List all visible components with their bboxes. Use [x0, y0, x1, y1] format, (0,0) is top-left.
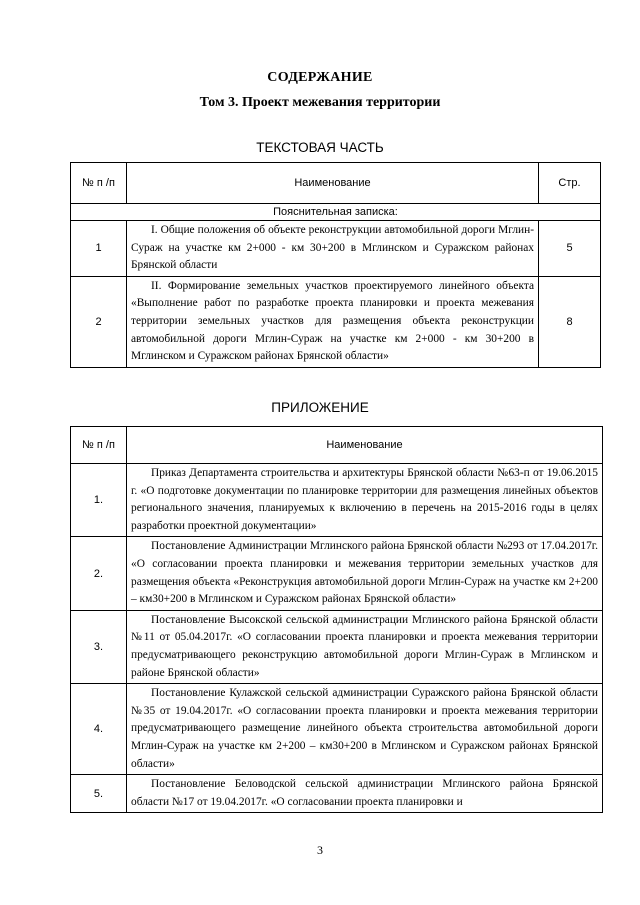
row-name: Постановление Администрации Мглинского района Брянской области №293 от 17.04.2017г. «О согласовании проекта планировки и межевания территории земельных участков для размещения объекта «Реконструкция автомобильной дороги Мглин-Сураж на участке км 2+200 – км30+200 в Мглинском и Суражском районах Брянской области» — [127, 537, 603, 610]
table-header-row — [71, 427, 603, 464]
col-page-header: Стр. — [539, 163, 601, 204]
appendix-table — [70, 426, 603, 813]
row-number: 2 — [71, 276, 127, 367]
document-title: СОДЕРЖАНИЕ — [267, 70, 373, 85]
row-number: 5. — [71, 775, 127, 813]
text-section-heading: ТЕКСТОВАЯ ЧАСТЬ — [256, 140, 384, 155]
appendix-section-heading: ПРИЛОЖЕНИЕ — [271, 400, 369, 415]
row-name: Постановление Высокской сельской администрации Мглинского района Брянской области №11 от 05.04.2017г. «О согласовании проекта планировки и проекта межевания территории предусматривающего реконструкцию автомобильной дороги Мглин-Сураж в Мглинском и районе Брянской области» — [127, 610, 603, 683]
table-row — [71, 221, 601, 277]
col-name-header: Наименование — [127, 163, 539, 204]
row-name: Постановление Кулажской сельской администрации Суражского района Брянской области №35 от 19.04.2017г. «О согласовании проекта планировки и проекта межевания территории предусматривающего размещение линейного объекта строительства автомобильной дороги Мглин-Сураж на участке км 2+200 – км30+200 в Мглинском и Суражском районах Брянской области» — [127, 684, 603, 775]
row-number: 3. — [71, 610, 127, 683]
text-section-table — [70, 162, 601, 368]
row-name: Приказ Департамента строительства и архитектуры Брянской области №63-п от 19.06.2015 г. «О подготовке документации по планировке территории для размещения линейных объектов регионального значения, планируемых к включению в перечень на 2015-2016 годы в целях разработки проектной документации» — [127, 464, 603, 537]
col-num-header: № п /п — [71, 163, 127, 204]
row-page: 8 — [539, 276, 601, 367]
table-row — [71, 684, 603, 775]
row-name: I. Общие положения об объекте реконструкции автомобильной дороги Мглин-Сураж на участке км 2+000 - км 30+200 в Мглинском и Суражском районах Брянской области — [127, 221, 539, 277]
row-number: 1. — [71, 464, 127, 537]
row-number: 1 — [71, 221, 127, 277]
col-num-header: № п /п — [71, 427, 127, 464]
volume-subtitle: Том 3. Проект межевания территории — [199, 95, 441, 110]
page-number: 3 — [317, 843, 323, 857]
table-row — [71, 537, 603, 610]
col-name-header: Наименование — [127, 427, 603, 464]
table-header-row — [71, 163, 601, 204]
row-number: 2. — [71, 537, 127, 610]
table-row — [71, 610, 603, 683]
row-page: 5 — [539, 221, 601, 277]
row-number: 4. — [71, 684, 127, 775]
explanatory-note-label: Пояснительная записка: — [71, 204, 601, 221]
table-row — [71, 775, 603, 813]
table-row — [71, 276, 601, 367]
table-row — [71, 464, 603, 537]
row-name: II. Формирование земельных участков проектируемого линейного объекта «Выполнение работ по разработке проекта планировки и проекта межевания территории земельных участков для размещения объекта реконструкции автомобильной дороги Мглин-Сураж на участке км 2+000 - км 30+200 в Мглинском и Суражском районах Брянской области» — [127, 276, 539, 367]
row-name: Постановление Беловодской сельской администрации Мглинского района Брянской области №17 от 19.04.2017г. «О согласовании проекта планировки и — [127, 775, 603, 813]
subheader-row — [71, 204, 601, 221]
